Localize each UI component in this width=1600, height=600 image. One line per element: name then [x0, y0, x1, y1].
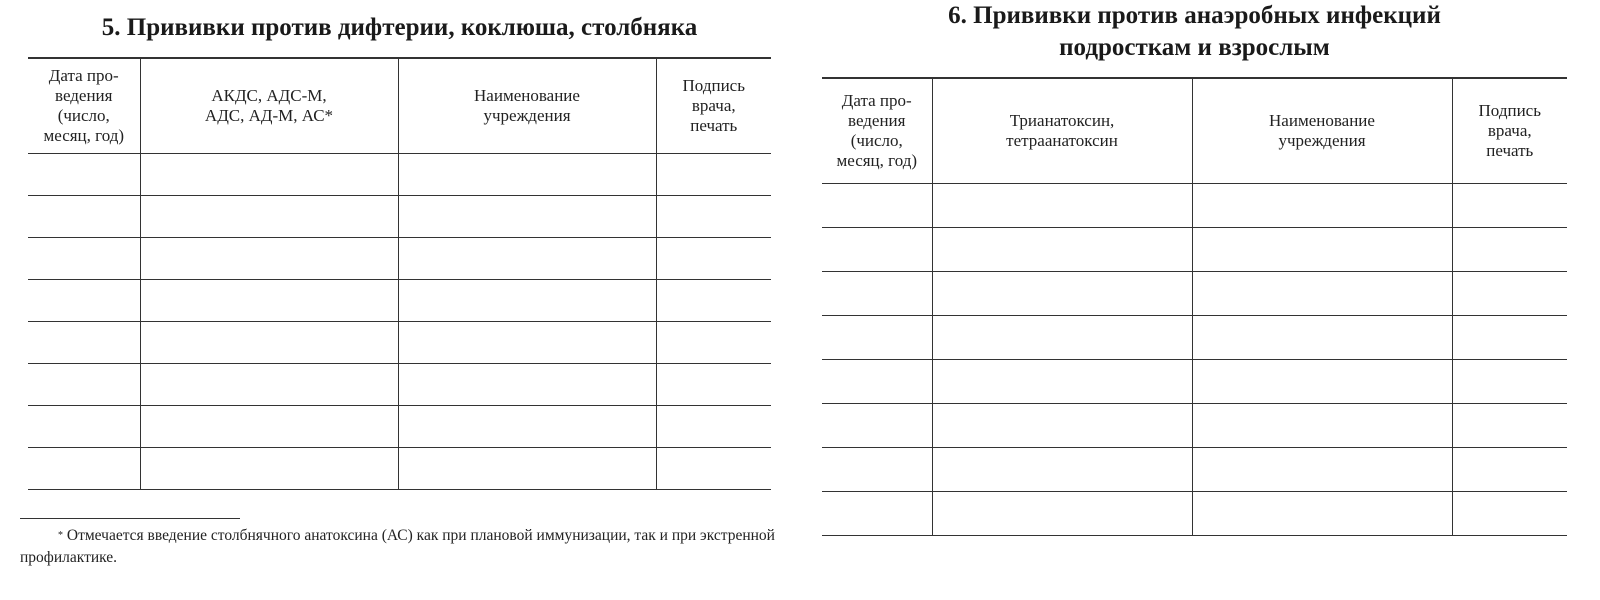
table-row	[28, 280, 771, 322]
table-cell	[656, 238, 771, 280]
footnote-text: Отмечается введение столбнячного анатоксина (АС) как при плановой иммунизации, так и при экстренной профилактике.	[20, 527, 775, 566]
section-5-table	[28, 57, 771, 490]
header-institution: Наименование учреждения	[1192, 78, 1452, 184]
table-cell	[1452, 184, 1567, 228]
table-cell	[28, 406, 140, 448]
table-cell	[140, 448, 398, 490]
table-cell	[398, 448, 656, 490]
table-cell	[1192, 404, 1452, 448]
table-cell	[1192, 228, 1452, 272]
table-cell	[822, 228, 932, 272]
table-cell	[1192, 272, 1452, 316]
header-signature: Подпись врача, печать	[1452, 78, 1567, 184]
table-cell	[398, 364, 656, 406]
table-cell	[1452, 316, 1567, 360]
table-cell	[656, 280, 771, 322]
table-cell	[932, 316, 1192, 360]
section-6-header-row	[822, 78, 1567, 184]
header-toxoid: Трианатоксин, тетраанатоксин	[932, 78, 1192, 184]
table-cell	[140, 322, 398, 364]
table-cell	[28, 238, 140, 280]
section-6-title-line-1: 6. Прививки против анаэробных инфекций	[948, 2, 1441, 29]
table-cell	[932, 228, 1192, 272]
table-cell	[822, 404, 932, 448]
table-row	[822, 184, 1567, 228]
table-cell	[140, 196, 398, 238]
table-cell	[140, 154, 398, 196]
table-cell	[28, 322, 140, 364]
table-cell	[1192, 184, 1452, 228]
table-cell	[140, 280, 398, 322]
section-5-header-row	[28, 58, 771, 154]
table-cell	[656, 364, 771, 406]
table-cell	[1192, 360, 1452, 404]
table-cell	[1192, 316, 1452, 360]
table-cell	[28, 196, 140, 238]
section-6-table-body	[822, 184, 1567, 536]
table-cell	[398, 406, 656, 448]
table-cell	[140, 406, 398, 448]
header-institution: Наименование учреждения	[398, 58, 656, 154]
header-vaccine: АКДС, АДС-М, АДС, АД-М, АС*	[140, 58, 398, 154]
footnote-marker: *	[58, 530, 63, 541]
table-cell	[932, 404, 1192, 448]
table-cell	[28, 364, 140, 406]
section-5-title: 5. Прививки против дифтерии, коклюша, столбняка	[101, 14, 698, 41]
table-cell	[656, 406, 771, 448]
table-cell	[28, 154, 140, 196]
table-cell	[822, 448, 932, 492]
footnote	[20, 525, 790, 569]
table-row	[28, 364, 771, 406]
header-date: Дата про- ведения (число, месяц, год)	[28, 58, 140, 154]
table-cell	[932, 360, 1192, 404]
section-6-table	[822, 77, 1567, 536]
table-row	[28, 238, 771, 280]
table-cell	[1452, 404, 1567, 448]
footnote-divider	[20, 518, 240, 519]
table-row	[822, 404, 1567, 448]
table-row	[28, 154, 771, 196]
table-cell	[1452, 492, 1567, 536]
table-row	[28, 196, 771, 238]
table-cell	[1192, 448, 1452, 492]
section-6-title	[822, 0, 1567, 64]
table-row	[28, 406, 771, 448]
table-cell	[398, 280, 656, 322]
table-row	[822, 492, 1567, 536]
table-cell	[656, 322, 771, 364]
table-cell	[398, 196, 656, 238]
table-row	[822, 448, 1567, 492]
table-cell	[822, 316, 932, 360]
table-cell	[1452, 228, 1567, 272]
table-cell	[932, 272, 1192, 316]
table-cell	[656, 196, 771, 238]
header-signature: Подпись врача, печать	[656, 58, 771, 154]
table-cell	[932, 184, 1192, 228]
table-cell	[656, 154, 771, 196]
table-cell	[140, 238, 398, 280]
table-cell	[398, 154, 656, 196]
table-cell	[932, 492, 1192, 536]
table-cell	[1452, 448, 1567, 492]
table-cell	[398, 238, 656, 280]
table-cell	[1452, 360, 1567, 404]
table-cell	[822, 360, 932, 404]
table-row	[822, 360, 1567, 404]
table-cell	[28, 448, 140, 490]
header-date: Дата про- ведения (число, месяц, год)	[822, 78, 932, 184]
table-cell	[1452, 272, 1567, 316]
table-cell	[822, 492, 932, 536]
table-cell	[822, 272, 932, 316]
table-cell	[28, 280, 140, 322]
section-6-title-line-2: подросткам и взрослым	[1059, 34, 1330, 61]
table-row	[28, 322, 771, 364]
table-cell	[140, 364, 398, 406]
table-row	[28, 448, 771, 490]
table-row	[822, 228, 1567, 272]
table-row	[822, 272, 1567, 316]
table-row	[822, 316, 1567, 360]
table-cell	[932, 448, 1192, 492]
section-5-table-body	[28, 154, 771, 490]
table-cell	[656, 448, 771, 490]
table-cell	[1192, 492, 1452, 536]
table-cell	[822, 184, 932, 228]
table-cell	[398, 322, 656, 364]
